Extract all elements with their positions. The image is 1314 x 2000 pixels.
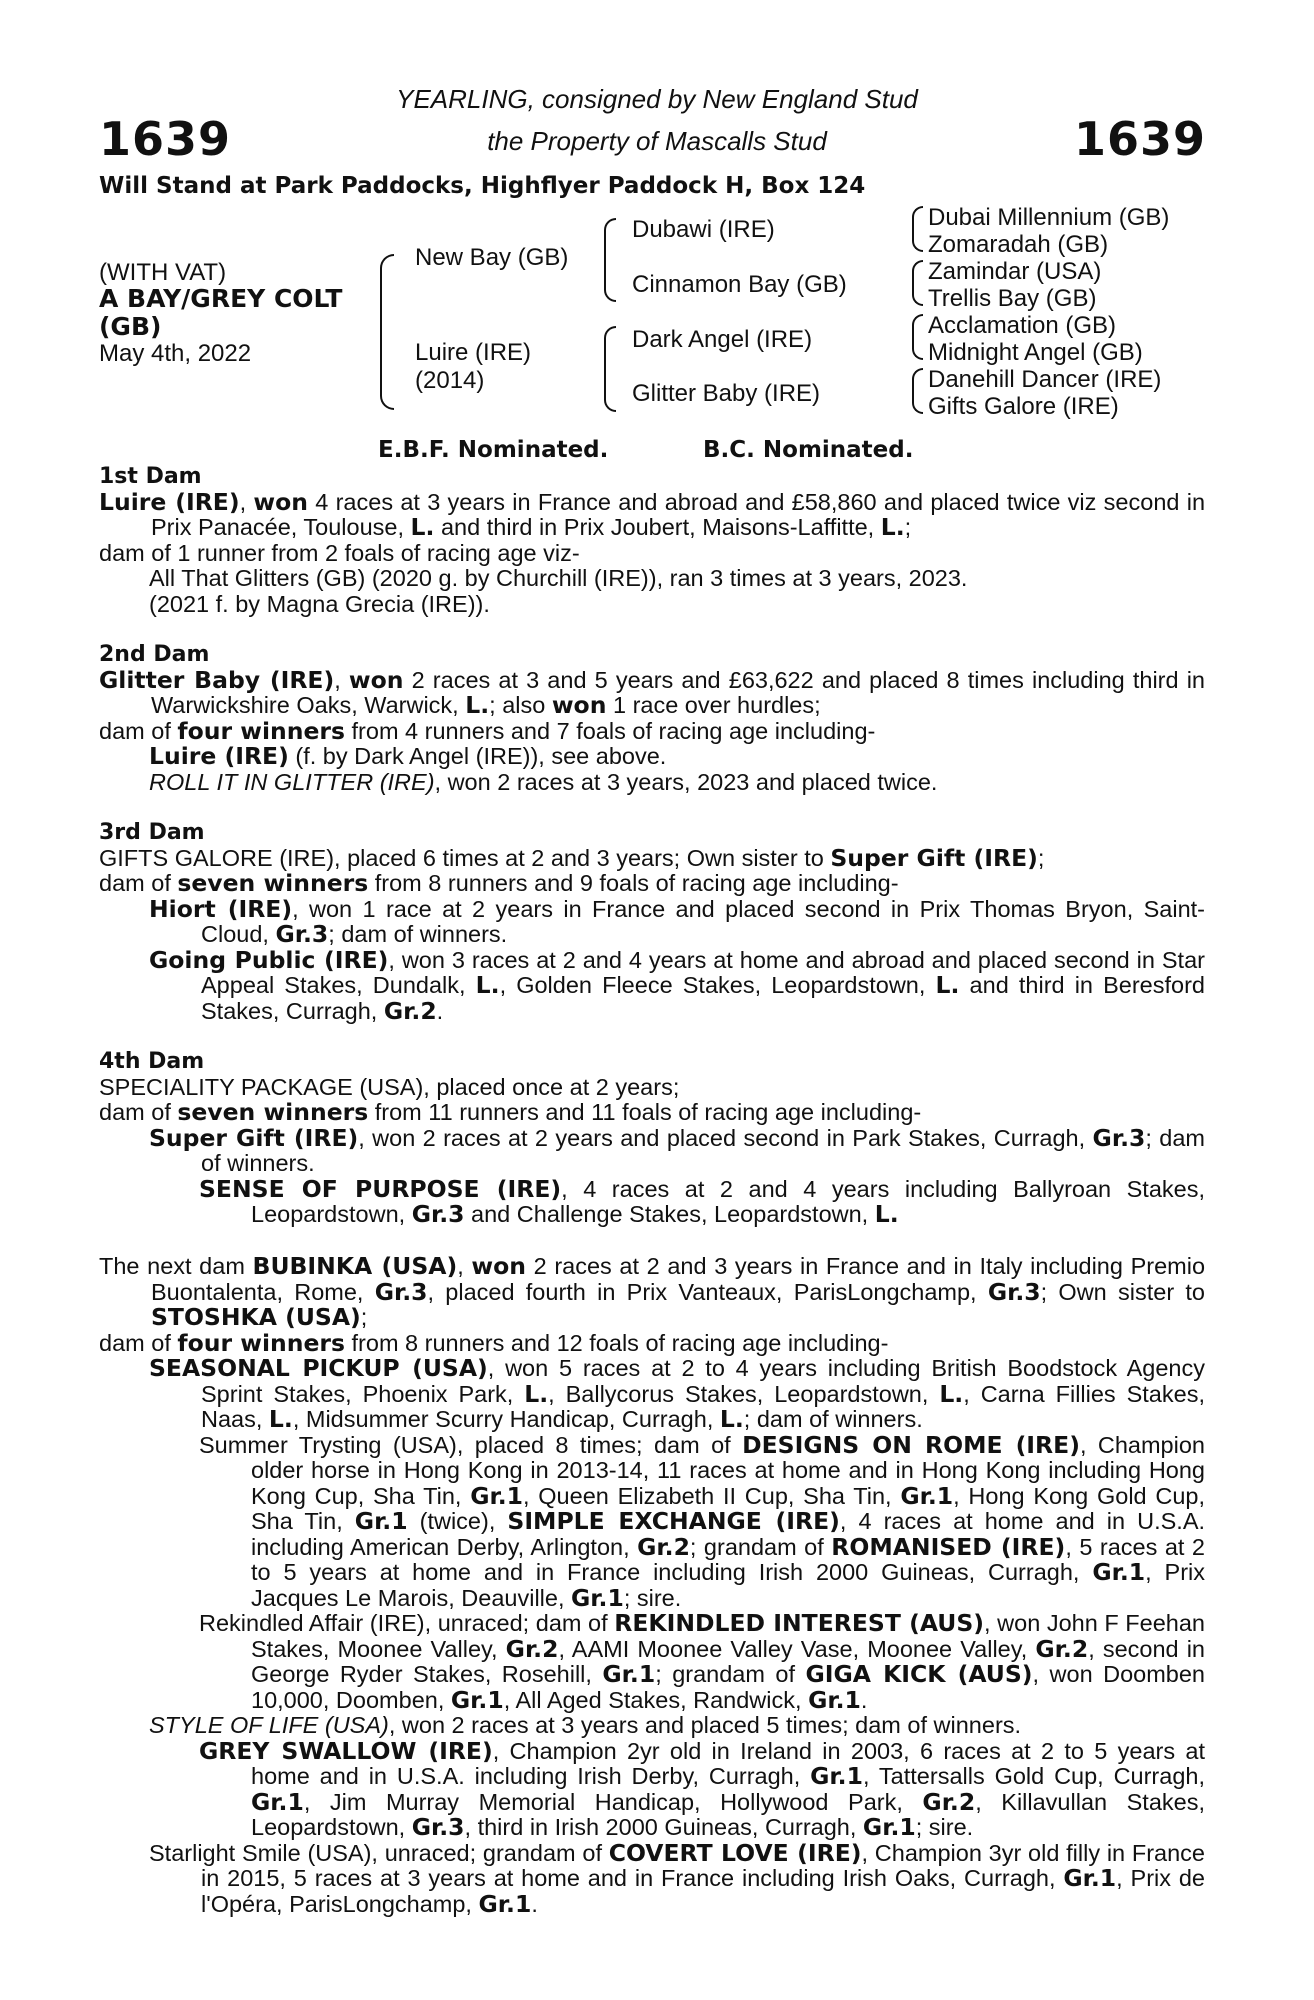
bold-text: won [471,1252,526,1280]
bold-text: L. [268,1405,293,1433]
bold-text: Gr.3 [411,1200,465,1228]
text: ; dam of winners. [201,1124,1205,1176]
text: , second in George Ryder Stakes, Rosehill, [251,1635,1205,1687]
text: , Jim Murray Memorial Handicap, Hollywood Park, [303,1788,923,1815]
text: , won Doomben 10,000, Doomben, [251,1661,1205,1713]
bold-text: four winners [177,1328,345,1357]
text: 1 race over hurdles; [606,692,821,718]
text: (2021 f. by Magna Grecia (IRE)). [149,590,490,617]
text: , Killavullan Stakes, Leopardstown, [251,1788,1205,1840]
text: All That Glitters (GB) (2020 g. by Churchill (IRE)), ran 3 times at 3 years, 2023. [149,565,968,591]
text: , 5 races at 2 to 5 years at home and in France including Irish 2000 Guineas, Curragh, [251,1533,1205,1585]
bc-nomination: B.C. Nominated. [703,437,914,463]
dam-sire: Dark Angel (IRE) [632,326,813,353]
dam-dam: Glitter Baby (IRE) [632,380,821,407]
bold-text: Gr.1 [478,1889,532,1918]
bold-text: Gr.1 [1063,1864,1117,1892]
consignment-line-2: the Property of Mascalls Stud [487,126,827,156]
text: dam of [99,1329,178,1356]
section-heading: 3rd Dam [99,820,205,845]
bold-text: won [253,487,308,516]
bold-text: Gr.1 [862,1813,916,1841]
ancestor-g3: Dubai Millennium (GB) [928,204,1170,231]
bold-text: GIGA KICK (AUS) [805,1660,1033,1688]
pedigree-paragraph [99,592,1205,618]
text: ; sire. [623,1584,682,1611]
text: , All Aged Stakes, Randwick, [503,1686,809,1713]
pedigree-paragraph [99,566,1205,592]
text: , Tattersalls Gold Cup, Curragh, [862,1763,1205,1789]
pedigree-paragraph [99,1713,1205,1739]
text: and Challenge Stakes, Leopardstown, [464,1201,875,1227]
bold-text: STOSHKA (USA) [151,1303,361,1331]
bold-text: L. [465,691,490,719]
text: ; Own sister to [1040,1278,1205,1305]
pedigree-paragraph [99,871,1205,897]
text: The next dam [99,1253,253,1279]
text: , won 2 races at 3 years and placed 5 times; dam of winners. [388,1712,1022,1738]
bold-text: Hiort (IRE) [149,894,293,923]
bold-text: Super Gift (IRE) [830,843,1038,872]
bold-text: Gr.1 [354,1507,408,1535]
bold-text: L. [524,1379,549,1408]
text: (f. by Dark Angel (IRE)), see above. [288,743,667,769]
ancestor-g3: Trellis Bay (GB) [928,285,1097,312]
text: from 8 runners and 9 foals of racing age including- [368,870,899,896]
section-body [99,843,1205,1025]
text: , won 5 races at 2 to 4 years including British Boodstock Agency Sprint Stakes, Phoenix Park, [201,1355,1205,1407]
bold-text: Gr.1 [251,1787,304,1816]
text: dam of [99,1099,178,1125]
dam-section-3 [99,820,1205,1024]
bold-text: DESIGNS ON ROME (IRE) [742,1430,1080,1459]
bold-text: REKINDLED INTEREST (AUS) [614,1609,985,1637]
pedigree-paragraph [99,665,1205,719]
text: , won 2 races at 2 years and placed second in Park Stakes, Curragh, [358,1124,1093,1151]
bold-text: seven winners [177,1098,369,1126]
bold-text: Gr.1 [470,1481,523,1510]
dam-section-1 [99,464,1205,617]
dam-name: Luire (IRE) [415,339,532,366]
text: ; [1037,844,1045,871]
dam-section-2 [99,642,1205,795]
pedigree-paragraph [99,945,1205,1025]
text: , [457,1253,472,1279]
bold-text: SEASONAL PICKUP (USA) [149,1354,488,1382]
text: , 4 races at home and in U.S.A. including American Derby, Arlington, [251,1508,1206,1560]
bold-text: Gr.2 [1035,1634,1089,1663]
bold-text: seven winners [177,869,369,897]
text: , Champion 2yr old in Ireland in 2003, 6 races at 2 to 5 years at home and in U.S.A. including Irish Derby, Curragh, [251,1737,1205,1789]
pedigree-paragraph [99,744,1205,770]
bold-text: Gr.1 [808,1685,861,1714]
ancestor-g3: Danehill Dancer (IRE) [928,366,1162,393]
bold-text: Gr.1 [450,1685,504,1714]
ancestor-g3: Midnight Angel (GB) [928,339,1143,366]
text: 2 races at 3 and 5 years and £63,622 and placed 8 times including third in Warwickshire Oaks, Warwick, [151,666,1205,718]
text: Summer Trysting (USA), placed 8 times; dam of [199,1431,743,1458]
ancestor-g3: Zamindar (USA) [928,258,1102,285]
bold-text: L. [410,513,435,541]
pedigree-paragraph [99,1430,1206,1612]
text: Rekindled Affair (IRE), unraced; dam of [199,1610,615,1636]
bold-text: L. [719,1405,744,1433]
ancestor-g3: Gifts Galore (IRE) [928,393,1119,420]
bold-text: Gr.1 [1092,1558,1146,1586]
foaling-date: May 4th, 2022 [99,340,252,367]
text: 2 races at 2 and 3 years in France and in Italy including Premio Buontalenta, Rome, [151,1253,1206,1305]
text: , Ballycorus Stakes, Leopardstown, [548,1380,940,1407]
pedigree-paragraph [99,1328,1205,1357]
ancestor-g3: Acclamation (GB) [928,312,1117,339]
bold-text: Luire (IRE) [149,742,289,770]
bold-text: Gr.2 [505,1634,559,1663]
text: , third in Irish 2000 Guineas, Curragh, [464,1814,863,1840]
text: from 4 runners and 7 foals of racing age including- [345,717,876,744]
consignment-line-1: YEARLING, consigned by New England Stud [396,84,918,114]
italic-text: STYLE OF LIFE (USA) [149,1712,389,1738]
pedigree-paragraph [99,843,1205,872]
text: . [531,1890,538,1917]
bold-text: GREY SWALLOW (IRE) [199,1736,493,1765]
text: , Champion 3yr old filly in France in 2015, 5 races at 3 years at home and in France including Irish Oaks, Curragh, [201,1839,1205,1891]
pedigree-paragraph [99,1100,1205,1126]
pedigree-bracket-3a [912,206,923,252]
pedigree-bracket-3c [912,314,923,360]
text: , 4 races at 2 and 4 years including Ballyroan Stakes, Leopardstown, [251,1175,1206,1227]
pedigree-bracket-2a [604,218,616,302]
bold-text: four winners [177,716,345,745]
pedigree-paragraph [99,487,1206,541]
bold-text: L. [475,971,500,999]
bold-text: L. [874,1200,899,1228]
text: and third in Prix Joubert, Maisons-Laffitte, [434,514,881,540]
text: ; dam of winners. [328,921,508,947]
bold-text: Gr.3 [411,1813,465,1841]
bold-text: Gr.3 [275,920,329,948]
bold-text: L. [939,1379,964,1408]
text: , won John F Feehan Stakes, Moonee Valley, [251,1610,1206,1662]
bold-text: SIMPLE EXCHANGE (IRE) [507,1507,840,1535]
bold-text: Going Public (IRE) [149,945,389,974]
pedigree-paragraph [99,716,1205,745]
bold-text: Luire (IRE) [99,487,240,516]
section-heading: 2nd Dam [99,642,210,667]
text: . [860,1686,868,1713]
bold-text: L. [935,971,960,999]
ebf-nomination: E.B.F. Nominated. [378,437,609,463]
sire-name: New Bay (GB) [415,244,569,271]
text: , Golden Fleece Stakes, Leopardstown, [499,972,936,998]
text: from 11 runners and 11 foals of racing age including- [368,1099,922,1125]
text: , Midsummer Scurry Handicap, Curragh, [292,1406,720,1432]
lot-number-right: 1639 [1073,112,1206,166]
bold-text: Super Gift (IRE) [149,1123,359,1152]
lot-number-left: 1639 [99,112,232,166]
section-body [99,665,1205,796]
italic-text: ROLL IT IN GLITTER (IRE) [149,768,435,795]
text: dam of [99,870,178,896]
text: GIFTS GALORE (IRE), placed 6 times at 2 and 3 years; Own sister to [99,844,831,871]
text: , won 3 races at 2 and 4 years at home and abroad and placed second in Star Appeal Stakes, Dundalk, [201,946,1205,998]
text: , Carna Fillies Stakes, Naas, [201,1380,1205,1432]
text: ; grandam of [689,1533,832,1560]
pedigree-bracket-1 [380,254,394,410]
bold-text: L. [880,513,905,541]
pedigree-paragraph [99,894,1205,948]
text: ; also [489,692,552,718]
horse-description-1: A BAY/GREY COLT [99,284,343,313]
text: , Prix de l'Opéra, ParisLongchamp, [201,1865,1205,1917]
section-body [99,1075,1205,1228]
pedigree-bracket-2b [604,326,616,412]
bold-text: Gr.1 [571,1583,624,1612]
bold-text: Gr.3 [1092,1123,1146,1152]
bold-text: Gr.1 [810,1762,863,1790]
text: SPECIALITY PACKAGE (USA), placed once at 2 years; [99,1073,680,1100]
bold-text: Gr.1 [602,1660,656,1688]
text: , Queen Elizabeth II Cup, Sha Tin, [523,1482,901,1509]
text: , Champion older horse in Hong Kong in 2013-14, 11 races at home and in Hong Kong including Hong Kong Cup, Sha Tin, [251,1431,1205,1509]
text: dam of 1 runner from 2 foals of racing age viz- [99,539,580,566]
bold-text: Gr.1 [900,1481,954,1510]
text: ; [904,514,912,540]
text: Starlight Smile (USA), unraced; grandam of [149,1839,609,1866]
text: ; dam of winners. [743,1406,923,1432]
section-heading: 1st Dam [99,464,202,489]
text: , won 2 races at 3 years, 2023 and placed twice. [434,768,938,795]
section-body [99,1254,1205,1917]
pedigree-bracket-3b [912,260,923,306]
pedigree-paragraph [99,1838,1205,1918]
section-body [99,487,1206,618]
bold-text: Gr.3 [987,1277,1041,1306]
text: dam of [99,717,178,744]
dam-foaled-year: (2014) [415,367,485,394]
text: , won 1 race at 2 years in France and placed second in Prix Thomas Bryon, Saint-Cloud, [201,895,1205,947]
text: , Prix Jacques Le Marois, Deauville, [251,1559,1205,1611]
pedigree-paragraph [99,541,1205,567]
text: , Hong Kong Gold Cup, Sha Tin, [251,1482,1205,1534]
pedigree-paragraph [99,1254,1205,1331]
sire-dam: Cinnamon Bay (GB) [632,271,847,298]
vat-label: (WITH VAT) [99,259,227,286]
pedigree-paragraph [99,1075,1205,1101]
bold-text: SENSE OF PURPOSE (IRE) [199,1174,562,1203]
bold-text: Gr.2 [922,1787,976,1816]
pedigree-paragraph [99,1356,1205,1433]
sire-sire: Dubawi (IRE) [632,216,775,243]
horse-description-2: (GB) [99,312,162,341]
bold-text: Gr.2 [637,1532,690,1561]
pedigree-paragraph [99,1174,1206,1228]
bold-text: BUBINKA (USA) [252,1252,458,1280]
text: and third in Beresford Stakes, Curragh, [201,972,1205,1024]
pedigree-paragraph [99,1123,1205,1177]
bold-text: Glitter Baby (IRE) [99,665,335,694]
pedigree-bracket-3d [912,368,923,414]
dam-section-4 [99,1049,1205,1228]
bold-text: ROMANISED (IRE) [831,1532,1066,1561]
bold-text: won [348,665,404,694]
text: from 8 runners and 12 foals of racing age including- [345,1329,889,1356]
text: , placed fourth in Prix Vanteaux, ParisLongchamp, [427,1278,988,1305]
pedigree-paragraph [99,1611,1205,1713]
ancestor-g3: Zomaradah (GB) [928,231,1109,258]
bold-text: Gr.2 [383,996,437,1025]
text: ; [360,1304,368,1330]
text: , [239,488,254,515]
bold-text: Gr.3 [374,1277,428,1306]
text: ; grandam of [655,1661,806,1687]
text: , AAMI Moonee Valley Vase, Moonee Valley, [558,1635,1036,1662]
text: (twice), [407,1508,508,1534]
bold-text: won [551,691,607,719]
location-line: Will Stand at Park Paddocks, Highflyer Paddock H, Box 124 [99,173,866,199]
next-dam-section [99,1254,1205,1917]
section-heading: 4th Dam [99,1049,205,1074]
bold-text: COVERT LOVE (IRE) [608,1838,862,1867]
text: , [334,666,349,693]
pedigree-paragraph [99,770,1205,796]
text: ; sire. [915,1814,974,1840]
pedigree-paragraph [99,1736,1205,1841]
text: . [436,997,444,1024]
text: 4 races at 3 years in France and abroad and £58,860 and placed twice viz second in Prix Panacée, Toulouse, [151,488,1206,540]
